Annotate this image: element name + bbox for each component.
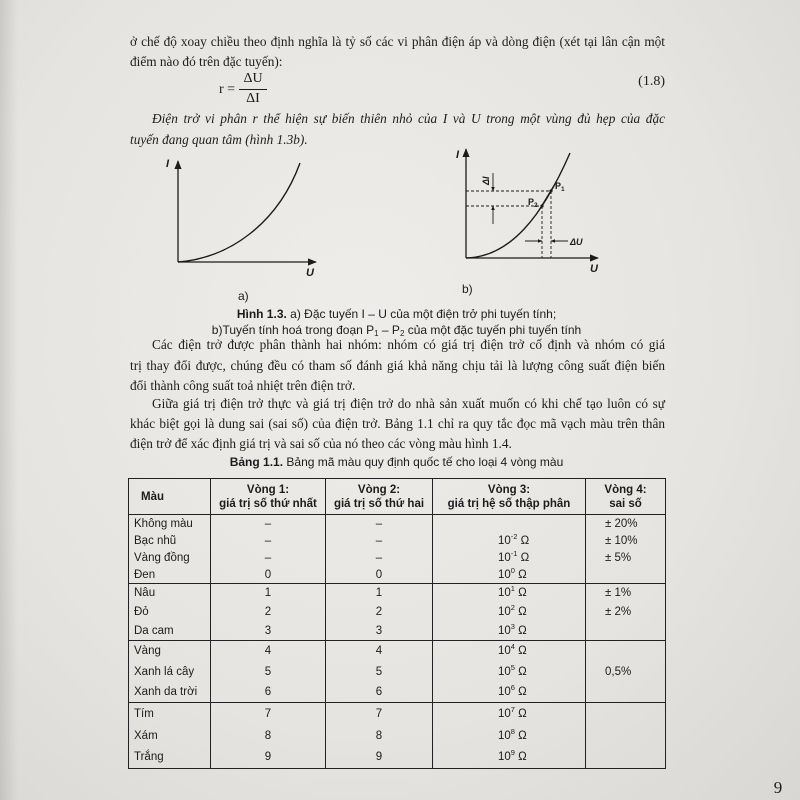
equation-fraction-bar xyxy=(239,89,267,90)
multiplier-base: 10 xyxy=(498,707,511,720)
band-4-value: ± 10% xyxy=(586,533,666,550)
band-3-value xyxy=(433,662,586,682)
multiplier-unit: Ω xyxy=(514,751,527,764)
color-name: Xanh da trời xyxy=(129,682,211,703)
multiplier-exponent: 7 xyxy=(510,704,515,714)
figure-b-p1-label xyxy=(555,181,565,193)
italic-note-line: tuyến đang quan tâm (hình 1.3b). xyxy=(130,132,308,147)
multiplier-exponent: 5 xyxy=(510,662,515,672)
band-3-value xyxy=(433,567,586,584)
equation-lhs: r = xyxy=(219,82,236,97)
band-1-value: 9 xyxy=(211,747,326,769)
band-3-value xyxy=(433,725,586,747)
equation-numerator: ΔU xyxy=(243,71,263,86)
caption-subscript: 2 xyxy=(399,329,405,338)
band-2-value: 4 xyxy=(326,641,433,662)
multiplier-base: 10 xyxy=(498,685,511,698)
color-name: Da cam xyxy=(129,622,211,641)
color-name: Tím xyxy=(129,703,211,725)
band-2-value: 6 xyxy=(326,682,433,703)
multiplier-base: 10 xyxy=(498,624,511,637)
multiplier-exponent: -1 xyxy=(510,549,518,558)
figure-b-p2-sub: 2 xyxy=(534,202,538,209)
band-1-value: 4 xyxy=(211,641,326,662)
color-name: Nâu xyxy=(129,584,211,603)
band-1-value: 2 xyxy=(211,603,326,622)
figure-a-u-label: U xyxy=(306,267,314,279)
figure-b-delta-u-label: ΔU xyxy=(570,237,583,247)
table-title xyxy=(128,455,665,469)
caption-prefix: Hình 1.3. xyxy=(236,307,287,321)
page-edge-shadow xyxy=(0,0,18,800)
band-3-value xyxy=(433,641,586,662)
band-3-value xyxy=(433,622,586,641)
multiplier-unit: Ω xyxy=(514,729,527,742)
figure-a-i-label: I xyxy=(166,158,170,170)
multiplier-base: 10 xyxy=(498,535,511,547)
band-4-value xyxy=(586,641,666,662)
color-name: Vàng đồng xyxy=(129,550,211,567)
header-line: Vòng 2: xyxy=(357,483,401,496)
multiplier-unit: Ω xyxy=(517,552,530,564)
band-3-value xyxy=(433,550,586,567)
multiplier-unit: Ω xyxy=(514,568,527,581)
multiplier-unit: Ω xyxy=(514,707,527,720)
table-row xyxy=(129,662,666,682)
band-4-value: 0,5% xyxy=(586,662,666,682)
header-band-2 xyxy=(326,479,433,515)
header-line: Vòng 4: xyxy=(604,483,647,496)
figure-b-p1-point xyxy=(549,189,552,192)
page-number: 9 xyxy=(773,778,783,797)
table-row xyxy=(129,584,666,603)
band-2-value: 2 xyxy=(326,603,433,622)
band-4-value: ± 2% xyxy=(586,603,666,622)
paragraph-line: trị thay đổi được, chúng đều có tham số đánh giá khả năng chịu tải là lượng công suất điện biến xyxy=(130,358,665,373)
multiplier-exponent: 6 xyxy=(510,682,515,692)
header-line: giá trị số thứ hai xyxy=(333,497,425,510)
figure-b-i-label: I xyxy=(456,149,460,161)
band-2-value: – xyxy=(326,515,433,533)
band-1-value: 5 xyxy=(211,662,326,682)
color-name: Không màu xyxy=(129,515,211,533)
color-name: Đỏ xyxy=(129,603,211,622)
band-2-value: – xyxy=(326,533,433,550)
multiplier-base: 10 xyxy=(498,665,511,678)
table-title-prefix: Bảng 1.1. xyxy=(229,455,284,469)
band-4-value: ± 1% xyxy=(586,584,666,603)
multiplier-base: 10 xyxy=(498,751,511,764)
multiplier-unit: Ω xyxy=(514,685,527,698)
header-line: Vòng 1: xyxy=(246,483,290,496)
multiplier-base: 10 xyxy=(498,568,511,581)
band-1-value: 6 xyxy=(211,682,326,703)
figure-b-p1-sub: 1 xyxy=(561,186,565,193)
intro-line: điểm nào đó trên đặc tuyến): xyxy=(130,54,283,69)
figure-b-curve xyxy=(466,153,570,258)
color-name: Bạc nhũ xyxy=(129,533,211,550)
table-row xyxy=(129,550,666,567)
band-2-value: – xyxy=(326,550,433,567)
band-2-value: 3 xyxy=(326,622,433,641)
table-row xyxy=(129,747,666,769)
band-1-value: 3 xyxy=(211,622,326,641)
multiplier-unit: Ω xyxy=(514,645,527,658)
multiplier-exponent: 9 xyxy=(510,748,515,758)
paragraph-line: Các điện trở được phân thành hai nhóm: nhóm có giá trị điện trở cố định và nhóm có giá xyxy=(152,337,665,352)
header-color: Màu xyxy=(129,479,211,515)
intro-line: ở chế độ xoay chiều theo định nghĩa là tỷ số các vi phân điện áp và dòng điện (xét tại lân cận một xyxy=(130,34,665,49)
band-1-value: 8 xyxy=(211,725,326,747)
multiplier-exponent: 1 xyxy=(510,584,515,594)
header-line: Vòng 3: xyxy=(487,483,531,496)
figure-a-curve xyxy=(178,163,300,262)
band-1-value: 7 xyxy=(211,703,326,725)
band-3-value xyxy=(433,682,586,703)
table-header-row xyxy=(129,479,666,515)
caption-subscript: 1 xyxy=(374,329,379,338)
multiplier-exponent: 0 xyxy=(510,565,515,575)
equation-number: (1.8) xyxy=(638,74,665,89)
figure-b-p2-point xyxy=(540,204,543,207)
table-row xyxy=(129,703,666,725)
multiplier-exponent: 8 xyxy=(510,726,515,736)
color-name: Xám xyxy=(129,725,211,747)
caption-part: b)Tuyến tính hoá trong đoạn P xyxy=(211,323,375,337)
band-3-value xyxy=(433,703,586,725)
figure-b-u-label: U xyxy=(590,263,598,275)
header-line: giá trị hệ số thập phân xyxy=(447,497,571,510)
paragraph-line: khác biệt gọi là dung sai (sai số) của điện trở. Bảng 1.1 chỉ ra quy tắc đọc mã vạch màu trên thân xyxy=(130,416,665,431)
multiplier-base: 10 xyxy=(498,729,511,742)
band-4-value: ± 5% xyxy=(586,550,666,567)
figure-b-p2-letter: P xyxy=(528,197,535,207)
caption-part: của một đặc tuyến phi tuyến tính xyxy=(404,323,582,337)
figure-a xyxy=(166,158,316,303)
multiplier-unit: Ω xyxy=(514,587,527,600)
band-3-value xyxy=(433,747,586,769)
header-line: sai số xyxy=(609,497,642,510)
table-row xyxy=(129,622,666,641)
italic-note-line: Điện trở vi phân r thể hiện sự biến thiên nhỏ của I và U trong một vùng đủ hẹp của đặc xyxy=(152,111,665,126)
figure-b-delta-i-label: ΔI xyxy=(481,176,491,185)
band-2-value: 0 xyxy=(326,567,433,584)
multiplier-base: 10 xyxy=(498,552,511,564)
band-2-value: 7 xyxy=(326,703,433,725)
caption-part: – P xyxy=(378,323,400,337)
band-3-value xyxy=(433,584,586,603)
color-name: Đen xyxy=(129,567,211,584)
figure-b-p2-label xyxy=(528,197,538,209)
multiplier-unit: Ω xyxy=(514,665,527,678)
table-row xyxy=(129,515,666,533)
band-4-value xyxy=(586,567,666,584)
caption-text: a) Đặc tuyến I – U của một điện trở phi tuyến tính; xyxy=(290,307,557,321)
multiplier-base: 10 xyxy=(498,606,511,618)
band-3-value xyxy=(433,603,586,622)
multiplier-unit: Ω xyxy=(517,535,530,547)
equation-denominator: ΔI xyxy=(246,91,260,106)
band-1-value: 1 xyxy=(211,584,326,603)
header-line: giá trị số thứ nhất xyxy=(219,497,317,510)
table-title-text: Bảng mã màu quy định quốc tế cho loại 4 vòng màu xyxy=(286,455,564,469)
multiplier-unit: Ω xyxy=(514,624,527,637)
table-row xyxy=(129,641,666,662)
band-1-value: – xyxy=(211,533,326,550)
header-band-4 xyxy=(586,479,666,515)
band-1-value: 0 xyxy=(211,567,326,584)
figure-caption-line1 xyxy=(128,307,665,321)
color-name: Vàng xyxy=(129,641,211,662)
figure-b-label: b) xyxy=(462,282,473,296)
band-1-value: – xyxy=(211,550,326,567)
multiplier-base: 10 xyxy=(498,645,511,658)
band-4-value xyxy=(586,622,666,641)
table-row xyxy=(129,567,666,584)
table-row xyxy=(129,533,666,550)
band-2-value: 1 xyxy=(326,584,433,603)
table-row xyxy=(129,682,666,703)
color-name: Trắng xyxy=(129,747,211,769)
band-3-value xyxy=(433,533,586,550)
band-3-value xyxy=(433,515,586,533)
header-band-3 xyxy=(433,479,586,515)
figure-b xyxy=(456,149,599,296)
paragraph-line: Giữa giá trị điện trở thực và giá trị điện trở do nhà sản xuất muốn có khi chế tạo luôn có sự xyxy=(152,396,665,411)
band-4-value xyxy=(586,747,666,769)
figure-a-label: a) xyxy=(238,289,249,303)
band-4-value: ± 20% xyxy=(586,515,666,533)
multiplier-exponent: 4 xyxy=(510,642,515,652)
band-4-value xyxy=(586,703,666,725)
multiplier-exponent: 2 xyxy=(510,603,515,612)
header-band-1 xyxy=(211,479,326,515)
band-1-value: – xyxy=(211,515,326,533)
multiplier-base: 10 xyxy=(498,587,511,600)
multiplier-exponent: 3 xyxy=(510,621,515,631)
multiplier-exponent: -2 xyxy=(510,532,518,541)
figure-b-linear-segment xyxy=(536,182,556,215)
table-row xyxy=(129,725,666,747)
band-2-value: 5 xyxy=(326,662,433,682)
band-4-value xyxy=(586,682,666,703)
paragraph-line: điện trở để xác định giá trị và sai số của nó theo các vòng màu hình 1.4. xyxy=(130,436,512,451)
multiplier-unit: Ω xyxy=(514,606,527,618)
color-code-table xyxy=(128,478,666,769)
band-4-value xyxy=(586,725,666,747)
band-2-value: 9 xyxy=(326,747,433,769)
figure-b-p1-letter: P xyxy=(555,181,562,191)
color-name: Xanh lá cây xyxy=(129,662,211,682)
table-row xyxy=(129,603,666,622)
figure-1-3 xyxy=(150,145,620,305)
paragraph-line: đổi thành công suất toả nhiệt trên điện trở. xyxy=(130,378,356,393)
band-2-value: 8 xyxy=(326,725,433,747)
